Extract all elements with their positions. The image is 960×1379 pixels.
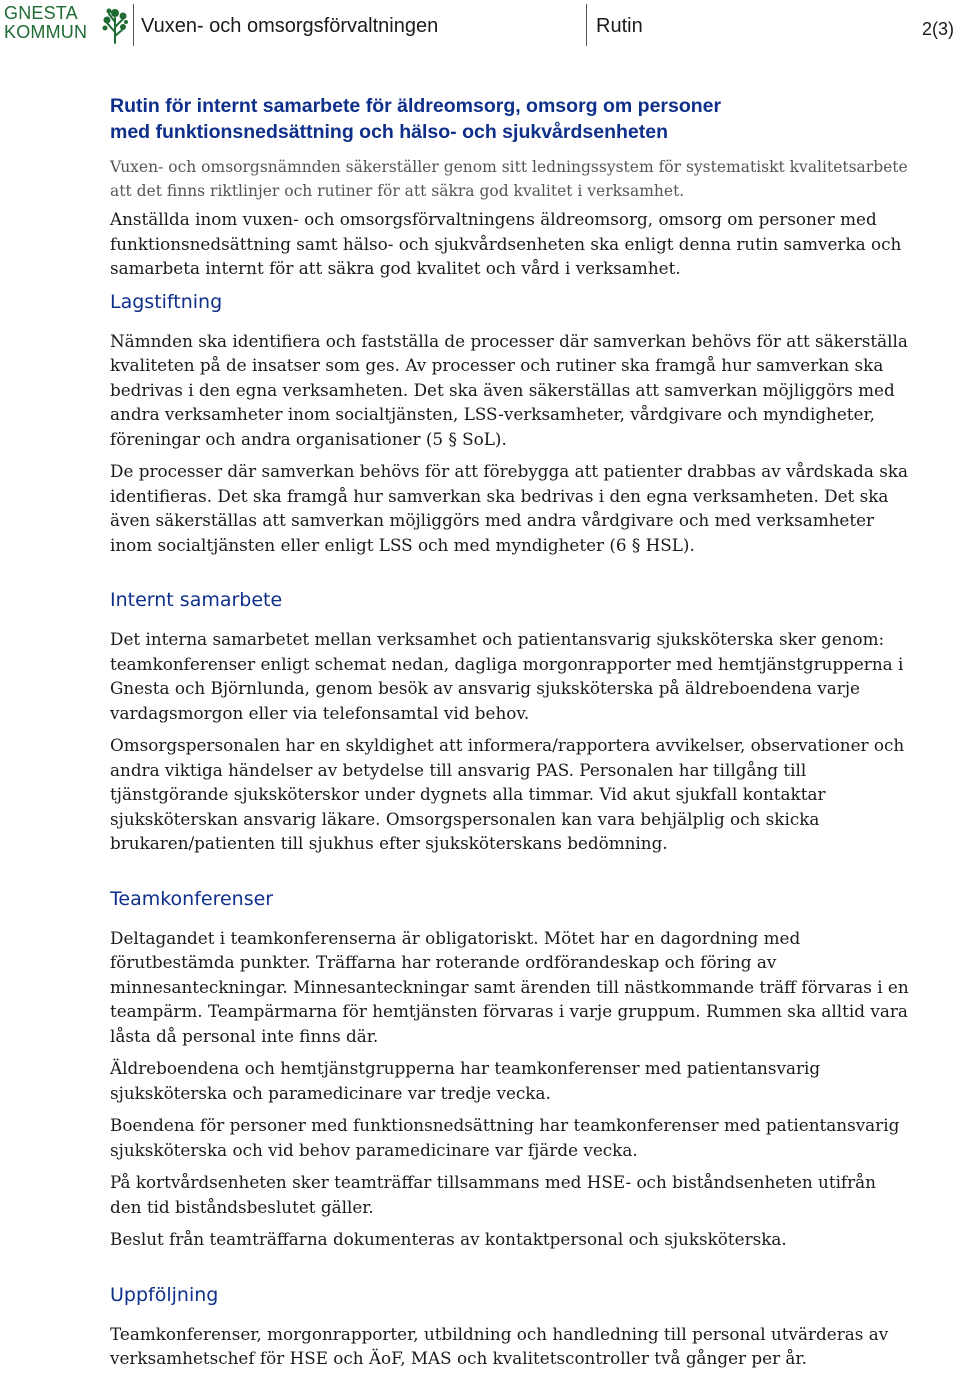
section-heading-uppfoljning: Uppföljning	[110, 1283, 219, 1306]
tree-icon	[100, 6, 130, 44]
section-heading-lagstiftning: Lagstiftning	[110, 290, 223, 313]
page-header	[0, 0, 960, 56]
header-department: Vuxen- och omsorgsförvaltningen	[141, 15, 439, 37]
body-paragraph: Omsorgspersonalen har en skyldighet att informera/rapportera avvikelser, observationer och andra viktiga händelser av betydelse till ansvarig PAS. Personalen har tillgång till tjänstgörande sjuksköterskor under dygnets alla timmar. Vid akut sjukfall kontaktar sjuksköterskan ansvarig läkare. Omsorgspersonalen kan vara behjälplig och skicka brukaren/patienten till sjukhus efter sjuksköterskans bedömning.	[110, 735, 905, 853]
body-paragraph: Äldreboendena och hemtjänstgrupperna har teamkonferenser med patientansvarig sjuksköterska och paramedicinare var tredje vecka.	[110, 1058, 821, 1103]
document-title	[110, 93, 910, 145]
intro-paragraph: Vuxen- och omsorgsnämnden säkerställer genom sitt ledningssystem för systematiskt kvalitetsarbete att det finns riktlinjer och rutiner för att säkra god kvalitet i verksamhet.	[110, 158, 908, 200]
document-body	[110, 93, 910, 1379]
body-paragraph: Boendena för personer med funktionsnedsättning har teamkonferenser med patientansvarig sjuksköterska och vid behov paramedicinare var fjärde vecka.	[110, 1115, 900, 1160]
intro-paragraph: Anställda inom vuxen- och omsorgsförvaltningens äldreomsorg, omsorg om personer med funktionsnedsättning samt hälso- och sjukvårdsenheten ska enligt denna rutin samverka och samarbeta internt för att säkra god kvalitet och vård i verksamhet.	[110, 209, 902, 278]
body-paragraph: De processer där samverkan behövs för att förebygga att patienter drabbas av vårdskada ska identifieras. Det ska framgå hur samverkan ska bedrivas i den egna verksamheten. Det ska även säkerställas att samverkan möjliggörs med andra vårdgivare och med verksamheter inom socialtjänsten eller enligt LSS och med myndigheter (6 § HSL).	[110, 461, 909, 555]
title-line-2: med funktionsnedsättning och hälso- och sjukvårdsenheten	[110, 121, 668, 143]
body-paragraph: Deltagandet i teamkonferenserna är obligatoriskt. Mötet har en dagordning med förutbestämda punkter. Träffarna har roterande ordförandeskap och föring av minnesanteckningar. Minnesanteckningar samt ärenden till nästkommande träff förvaras i en teampärm. Teampärmarna för hemtjänsten förvaras i varje gruppum. Rummen ska alltid vara låsta då personal inte finns där.	[110, 927, 909, 1046]
header-divider	[586, 4, 587, 46]
body-paragraph: Det interna samarbetet mellan verksamhet och patientansvarig sjuksköterska sker genom: teamkonferenser enligt schemat nedan, dagliga morgonrapporter med hemtjänstgrupperna i Gnesta och Björnlunda, genom besök av ansvarig sjuksköterska på äldreboendena varje vardagsmorgon eller via telefonsamtal vid behov.	[110, 629, 904, 723]
body-paragraph: Teamkonferenser, morgonrapporter, utbildning och handledning till personal utvärderas av verksamhetschef för HSE och ÄoF, MAS och kvalitetscontroller två gånger per år.	[110, 1323, 889, 1368]
section-heading-teamkonferenser: Teamkonferenser	[110, 887, 274, 910]
page-number: 2(3)	[921, 19, 954, 39]
logo-wordmark	[4, 4, 87, 42]
header-document-type: Rutin	[596, 15, 643, 37]
logo-line-2: KOMMUN	[4, 22, 88, 42]
body-paragraph: På kortvårdsenheten sker teamträffar tillsammans med HSE- och biståndsenheten utifrån den tid biståndsbeslutet gäller.	[110, 1172, 876, 1217]
logo-line-1: GNESTA	[4, 3, 78, 23]
body-paragraph: Beslut från teamträffarna dokumenteras av kontaktpersonal och sjuksköterska.	[110, 1229, 787, 1249]
gnesta-kommun-logo	[4, 4, 132, 44]
body-paragraph: Nämnden ska identifiera och fastställa de processer där samverkan behövs för att säkerställa kvaliteten på de insatser som ges. Av processer och rutiner ska framgå hur samverkan ska bedrivas i den egna verksamheten. Det ska även säkerställas att samverkan möjliggörs med andra verksamheter inom socialtjänsten, LSS-verksamheter, vårdgivare och myndigheter, föreningar och andra organisationer (5 § SoL).	[110, 330, 908, 449]
section-heading-internt-samarbete: Internt samarbete	[110, 589, 283, 611]
header-divider	[133, 4, 134, 46]
title-line-1: Rutin för internt samarbete för äldreomsorg, omsorg om personer	[110, 95, 722, 117]
